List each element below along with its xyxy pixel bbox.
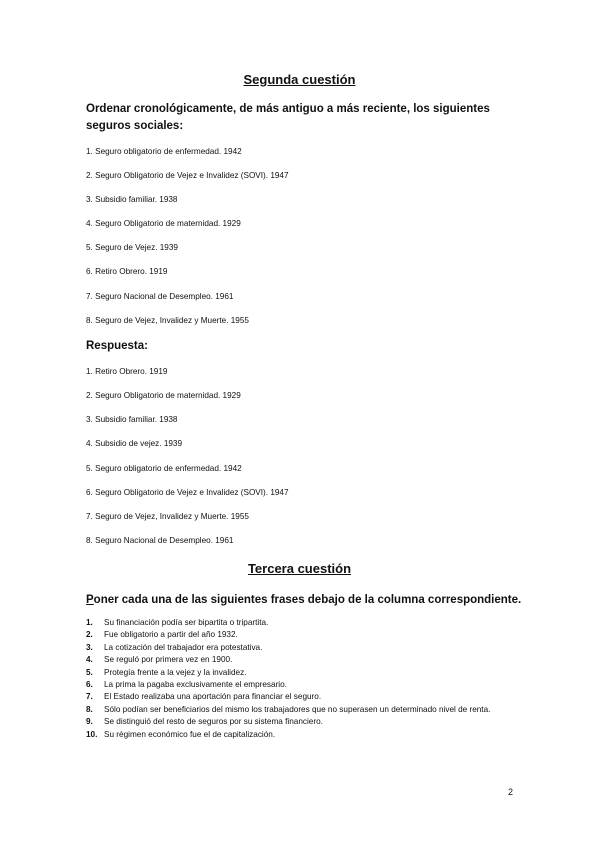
phrase-text: El Estado realizaba una aportación para financiar el seguro. — [104, 692, 322, 702]
answer-item: 6. Seguro Obligatorio de Vejez e Invalidez (SOVI). 1947 — [86, 488, 289, 497]
phrase-list — [86, 617, 522, 741]
phrase-number: 2. — [86, 630, 93, 640]
phrase-text: Su financiación podía ser bipartita o tripartita. — [104, 618, 269, 627]
phrase-item — [86, 642, 522, 654]
phrase-text: Fue obligatorio a partir del año 1932. — [104, 630, 238, 640]
answer-item: 1. Retiro Obrero. 1919 — [86, 367, 168, 376]
list-item: 2. Seguro Obligatorio de Vejez e Invalidez (SOVI). 1947 — [86, 171, 289, 180]
answer-item: 2. Seguro Obligatorio de maternidad. 1929 — [86, 391, 241, 400]
phrase-number: 9. — [86, 717, 93, 727]
list-item: 3. Subsidio familiar. 1938 — [86, 195, 178, 204]
phrase-item — [86, 704, 522, 716]
tercera-intro — [86, 592, 526, 609]
answer-item: 4. Subsidio de vejez. 1939 — [86, 439, 183, 448]
phrase-text: La prima la pagaba exclusivamente el empresario. — [104, 680, 287, 690]
phrase-item — [86, 654, 522, 666]
answer-item: 3. Subsidio familiar. 1938 — [86, 415, 178, 424]
tercera-intro-first-letter: P — [86, 594, 94, 606]
list-item: 8. Seguro de Vejez, Invalidez y Muerte. 1955 — [86, 316, 249, 325]
page-number: 2 — [508, 787, 514, 797]
phrase-number: 4. — [86, 655, 93, 665]
answer-item: 5. Seguro obligatorio de enfermedad. 1942 — [86, 464, 242, 473]
list-item: 4. Seguro Obligatorio de maternidad. 1929 — [86, 219, 241, 228]
phrase-number: 7. — [86, 692, 93, 702]
phrase-number: 1. — [86, 618, 93, 627]
respuesta-label: Respuesta: — [86, 340, 148, 352]
phrase-text: Se reguló por primera vez en 1900. — [104, 655, 233, 665]
phrase-number: 10. — [86, 729, 98, 739]
phrase-item — [86, 629, 522, 641]
list-item: 7. Seguro Nacional de Desempleo. 1961 — [86, 292, 234, 301]
phrase-text: Se distinguió del resto de seguros por su sistema financiero. — [104, 717, 323, 727]
list-item: 5. Seguro de Vejez. 1939 — [86, 243, 178, 252]
list-item: 6. Retiro Obrero. 1919 — [86, 267, 168, 276]
list-item: 1. Seguro obligatorio de enfermedad. 1942 — [86, 147, 242, 156]
phrase-text: Protegía frente a la vejez y la invalidez. — [104, 667, 247, 677]
phrase-text: La cotización del trabajador era potestativa. — [104, 642, 263, 652]
phrase-number: 6. — [86, 680, 93, 690]
phrase-text: Su régimen económico fue el de capitalización. — [104, 729, 276, 739]
phrase-item — [86, 691, 522, 703]
tercera-cuestion-title: Tercera cuestión — [247, 561, 352, 576]
phrase-item — [86, 729, 522, 741]
phrase-number: 3. — [86, 642, 93, 652]
answer-item: 7. Seguro de Vejez, Invalidez y Muerte. 1955 — [86, 512, 249, 521]
phrase-text: Sólo podían ser beneficiarios del mismo los trabajadores que no superasen un determinado nivel de renta. — [104, 704, 491, 714]
answer-item: 8. Seguro Nacional de Desempleo. 1961 — [86, 536, 234, 545]
segunda-cuestion-title: Segunda cuestión — [243, 72, 356, 87]
phrase-item — [86, 667, 522, 679]
phrase-number: 8. — [86, 704, 93, 714]
phrase-item — [86, 716, 522, 728]
segunda-intro: Ordenar cronológicamente, de más antiguo a más reciente, los siguientes seguros sociales: — [86, 103, 490, 132]
tercera-intro-rest: oner cada una de las siguientes frases debajo de la columna correspondiente. — [93, 594, 522, 606]
phrase-item — [86, 679, 522, 691]
phrase-number: 5. — [86, 667, 93, 677]
phrase-item — [86, 617, 522, 629]
